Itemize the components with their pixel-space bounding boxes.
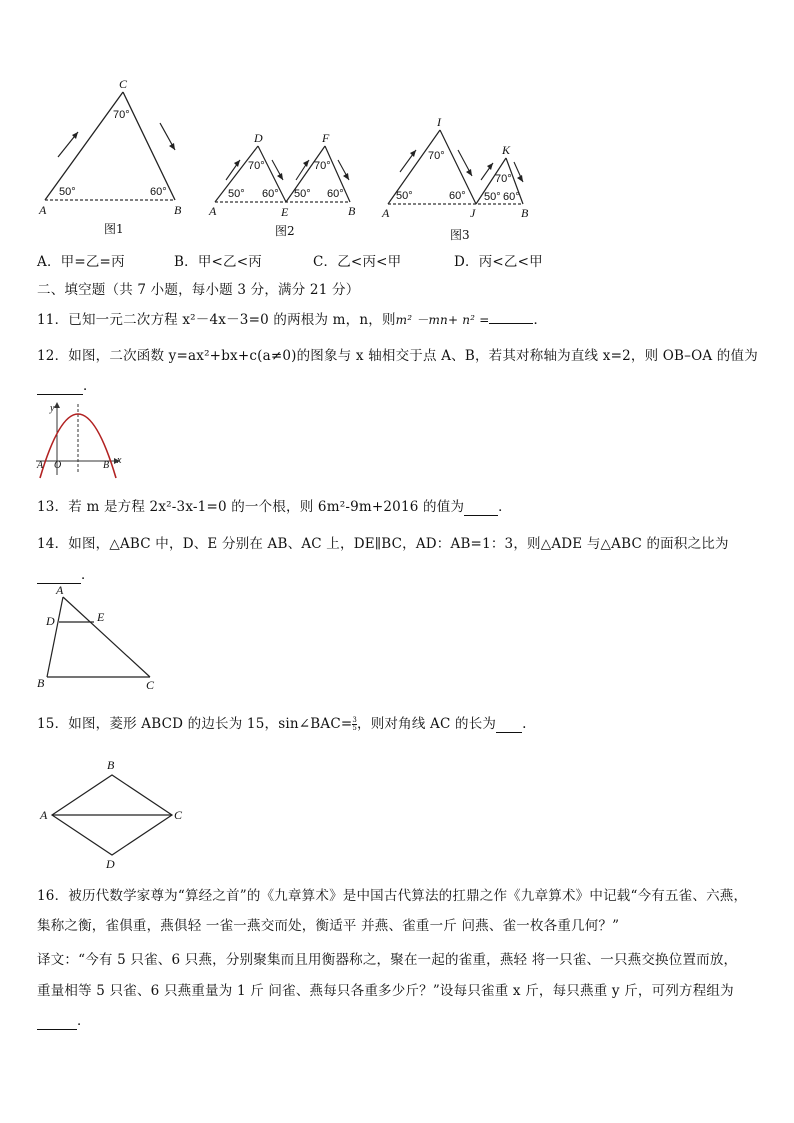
fig2-angle-b: 60° <box>327 188 344 200</box>
q10-option-a[interactable]: A．甲=乙=丙 <box>37 254 125 270</box>
fig1-label-a: A <box>39 203 47 217</box>
tri-label-b: B <box>37 676 45 690</box>
question-16-line-4: 重量相等 5 只雀、6 只燕重量为 1 斤 问雀、燕每只各重多少斤？”设每只雀重 x 斤，每只燕重 y 斤，可列方程组为 <box>37 983 734 999</box>
rhombus-label-c: C <box>174 808 183 822</box>
question-13: 13．若 m 是方程 2x²-3x-1=0 的一个根，则 6m²-9m+2016 的值为 ． <box>37 499 512 515</box>
fig3-angle-jk: 50° <box>484 191 501 203</box>
graph-label-b: B <box>103 460 110 471</box>
tri-label-e: E <box>97 610 105 624</box>
fig2-angle-d: 70° <box>248 160 265 172</box>
fig2-angle-f: 70° <box>314 160 331 172</box>
question-16-line-3: 译文：“今有 5 只雀、6 只燕，分别聚集而且用衡器称之，聚在一起的雀重，燕轻 将一只雀、一只燕交换位置而放， <box>37 952 738 968</box>
q10-option-c[interactable]: C．乙<丙<甲 <box>313 254 402 270</box>
fig3-label-k: K <box>502 143 511 157</box>
question-16-line-2: 集称之衡，雀俱重，燕俱轻 一雀一燕交而处，衡适平 并燕、雀重一斤 问燕、雀一枚各重几何？” <box>37 918 620 934</box>
tri-label-c: C <box>146 678 155 692</box>
tri-label-a: A <box>56 583 64 597</box>
fig1-label-c: C <box>119 77 128 91</box>
rhombus-label-d: D <box>106 857 115 871</box>
graph-label-o: O <box>54 460 62 471</box>
answer-blank-16[interactable] <box>37 1013 77 1030</box>
fig3-angle-k: 70° <box>495 173 512 185</box>
question-12: 12．如图，二次函数 y=ax²+bx+c(a≠0)的图象与 x 轴相交于点 A、B，若其对称轴为直线 x=2，则 OB–OA 的值为 <box>37 348 758 364</box>
graph-label-a: A <box>37 460 44 471</box>
fig2-label-a: A <box>209 204 217 218</box>
fig2-angle-a: 50° <box>228 188 245 200</box>
fig1-angle-left: 50° <box>59 186 76 198</box>
fig3-angle-i: 70° <box>428 150 445 162</box>
fig2-label-b: B <box>348 204 356 218</box>
q10-option-b[interactable]: B．甲<乙<丙 <box>174 254 262 270</box>
tri-label-d: D <box>46 614 55 628</box>
fig2-angle-e2: 50° <box>294 188 311 200</box>
question-14-answer: ． <box>37 563 95 584</box>
fig1-caption: 图1 <box>104 222 124 236</box>
fig3-angle-a: 50° <box>396 190 413 202</box>
question-16-answer: ． <box>37 1009 91 1030</box>
question-12-answer: ． <box>37 374 97 395</box>
rhombus-label-a: A <box>40 808 48 822</box>
fig3-angle-j: 60° <box>449 190 466 202</box>
graph-label-x: x <box>117 455 122 466</box>
fig2-caption: 图2 <box>275 224 295 238</box>
question-11: 11．已知一元二次方程 x²－4x－3=0 的两根为 m，n，则m² －mn+ n² = ． <box>37 312 548 328</box>
question-14: 14．如图，△ABC 中，D、E 分别在 AB、AC 上，DE∥BC，AD：AB=1：3，则△ADE 与△ABC 的面积之比为 <box>37 536 729 552</box>
graph-label-y: y <box>50 403 55 414</box>
fraction-3-5: $\frac{3}{5}$ <box>352 716 358 732</box>
rhombus-label-b: B <box>107 758 115 772</box>
fig3-label-i: I <box>437 115 441 129</box>
question-16-line-1: 16．被历代数学家尊为“算经之首”的《九章算术》是中国古代算法的扛鼎之作《九章算术》中记载“今有五雀、六燕， <box>37 888 748 904</box>
fig2-angle-e1: 60° <box>262 188 279 200</box>
fig2-label-d: D <box>254 131 263 145</box>
fig1-angle-right: 60° <box>150 186 167 198</box>
fig2-label-f: F <box>322 131 330 145</box>
fig3-label-a: A <box>382 206 390 220</box>
fig3-label-b: B <box>521 206 529 220</box>
question-15: 15．如图，菱形 ABCD 的边长为 15，sin∠BAC= $\frac{3}{5}$ ，则对角线 AC 的长为 . <box>37 716 527 732</box>
q10-option-d[interactable]: D．丙<乙<甲 <box>454 254 543 270</box>
fig3-caption: 图3 <box>450 228 470 242</box>
fig2-label-e: E <box>281 205 289 219</box>
fig3-label-j: J <box>470 206 476 220</box>
fig1-label-b: B <box>174 203 182 217</box>
fig3-angle-b: 60° <box>503 191 520 203</box>
section-title: 二、填空题（共 7 小题，每小题 3 分，满分 21 分） <box>37 282 360 298</box>
fig1-angle-top: 70° <box>113 109 130 121</box>
